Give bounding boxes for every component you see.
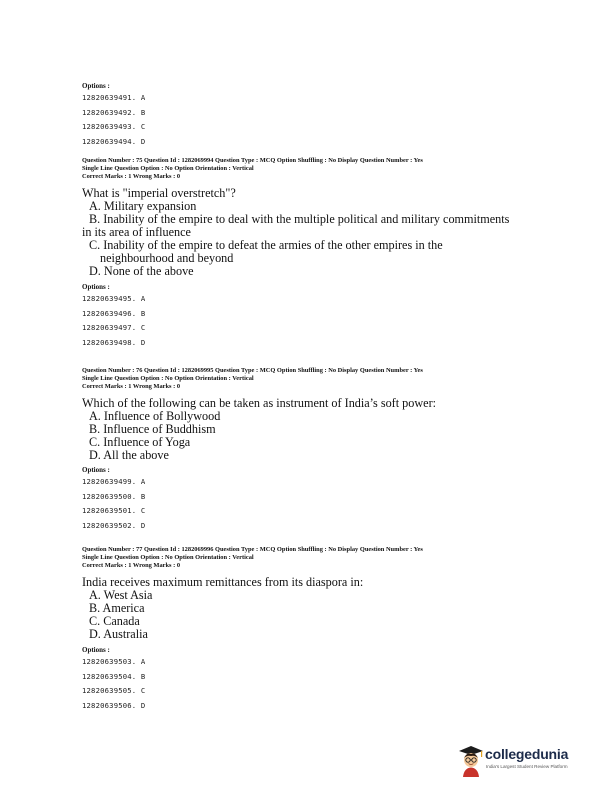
question-marks: Correct Marks : 1 Wrong Marks : 0 — [82, 562, 181, 569]
option-code: 12820639491. A — [82, 93, 146, 102]
question-meta: Question Number : 77 Question Id : 1282069996 Question Type : MCQ Option Shuffling : No Display Question Number : Yes — [82, 546, 423, 553]
option-code: 12820639503. A — [82, 657, 146, 666]
option-code: 12820639498. D — [82, 337, 146, 347]
question-76 — [82, 367, 436, 533]
option-code: 12820639492. B — [82, 107, 146, 117]
option-code: 12820639500. B — [82, 491, 146, 501]
choice-c: C. Canada — [89, 614, 140, 628]
choice-c: C. Inability of the empire to defeat the armies of the other empires in the — [89, 238, 443, 252]
question-meta-options: Single Line Question Option : No Option Orientation : Vertical — [82, 165, 254, 172]
choice-d: D. None of the above — [89, 264, 194, 278]
option-code: 12820639502. D — [82, 520, 146, 530]
question-meta-options: Single Line Question Option : No Option Orientation : Vertical — [82, 554, 254, 561]
logo-tagline: India's Largest Student Review Platform — [486, 764, 568, 769]
choice-c: C. Influence of Yoga — [89, 435, 191, 449]
option-code: 12820639496. B — [82, 308, 146, 318]
question-meta-options: Single Line Question Option : No Option Orientation : Vertical — [82, 375, 254, 382]
option-code: 12820639497. C — [82, 323, 146, 332]
option-code: 12820639506. D — [82, 700, 146, 710]
question-77 — [82, 546, 423, 713]
option-code: 12820639494. D — [82, 136, 146, 146]
choice-a: A. Influence of Bollywood — [89, 409, 221, 423]
choice-b-cont: in its area of influence — [82, 225, 191, 239]
choice-a: A. West Asia — [89, 588, 153, 602]
options-label: Options : — [82, 466, 110, 474]
question-meta: Question Number : 75 Question Id : 1282069994 Question Type : MCQ Option Shuffling : No Display Question Number : Yes — [82, 157, 423, 164]
student-mascot-icon — [457, 743, 485, 777]
choice-a: A. Military expansion — [89, 199, 197, 213]
options-label: Options : — [82, 82, 110, 90]
option-code: 12820639495. A — [82, 294, 146, 303]
question-marks: Correct Marks : 1 Wrong Marks : 0 — [82, 383, 181, 390]
question-75 — [82, 157, 509, 350]
choice-d: D. Australia — [89, 627, 148, 641]
options-label: Options : — [82, 646, 110, 654]
choice-c-cont: neighbourhood and beyond — [100, 251, 234, 265]
question-stem: What is "imperial overstretch"? — [82, 186, 236, 200]
option-code: 12820639504. B — [82, 671, 146, 681]
choice-b: B. Influence of Buddhism — [89, 422, 216, 436]
option-code: 12820639493. C — [82, 122, 146, 131]
question-stem: Which of the following can be taken as instrument of India’s soft power: — [82, 396, 437, 410]
option-code: 12820639499. A — [82, 477, 146, 486]
question-marks: Correct Marks : 1 Wrong Marks : 0 — [82, 173, 181, 180]
choice-b: B. Inability of the empire to deal with the multiple political and military commitments — [89, 212, 510, 226]
collegedunia-logo — [457, 743, 587, 777]
question-meta: Question Number : 76 Question Id : 1282069995 Question Type : MCQ Option Shuffling : No Display Question Number : Yes — [82, 367, 423, 374]
logo-wordmark: collegedunia — [485, 746, 569, 762]
options-block-previous — [82, 82, 145, 149]
option-code: 12820639505. C — [82, 686, 146, 695]
options-label: Options : — [82, 283, 110, 291]
choice-b: B. America — [89, 601, 145, 615]
choice-d: D. All the above — [89, 448, 169, 462]
question-stem: India receives maximum remittances from its diaspora in: — [82, 575, 364, 589]
option-code: 12820639501. C — [82, 506, 146, 515]
